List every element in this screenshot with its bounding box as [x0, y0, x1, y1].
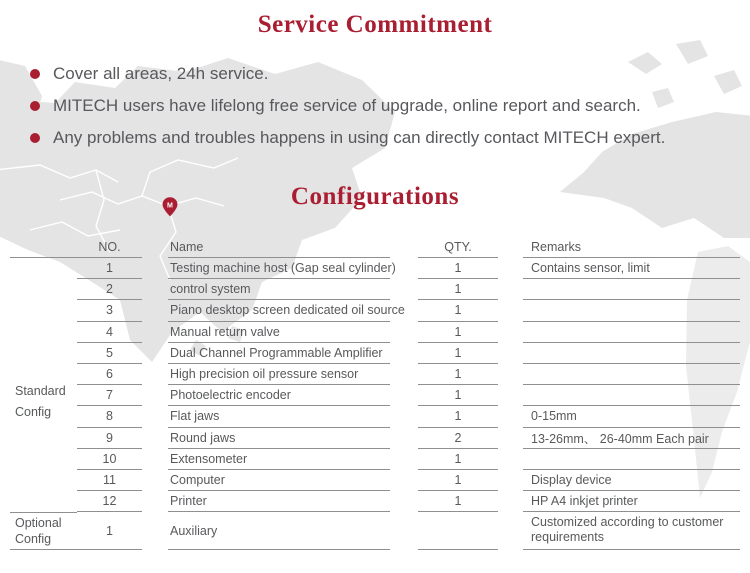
- cell-qty: 1: [418, 343, 498, 364]
- header-category: [10, 237, 77, 257]
- table-row: [77, 428, 743, 449]
- cell-name: Piano desktop screen dedicated oil source: [168, 300, 390, 321]
- cell-qty: 1: [418, 491, 498, 512]
- cell-qty: 1: [418, 449, 498, 470]
- header-remarks: Remarks: [523, 237, 740, 258]
- bullet-dot-icon: [30, 101, 40, 111]
- cell-name: Dual Channel Programmable Amplifier: [168, 343, 390, 364]
- service-bullet-list: [30, 58, 665, 154]
- cell-no: 9: [77, 428, 142, 449]
- cell-qty: 1: [418, 470, 498, 491]
- table-header-row: [10, 237, 743, 258]
- cell-remarks: 0-15mm: [523, 406, 740, 427]
- cell-qty: 2: [418, 428, 498, 449]
- table-row: [77, 491, 743, 512]
- cell-no: 10: [77, 449, 142, 470]
- cell-name: Auxiliary: [168, 512, 390, 550]
- cell-name: Photoelectric encoder: [168, 385, 390, 406]
- cell-no: 3: [77, 300, 142, 321]
- cell-remarks: [523, 279, 740, 300]
- header-qty: QTY.: [418, 237, 498, 258]
- table-row: [77, 300, 743, 321]
- table-row: [77, 258, 743, 279]
- bullet-text: Any problems and troubles happens in using can directly contact MITECH expert.: [53, 128, 666, 147]
- cell-no: 7: [77, 385, 142, 406]
- cell-no: 5: [77, 343, 142, 364]
- cell-qty: 1: [418, 258, 498, 279]
- header-name: Name: [168, 237, 390, 258]
- cell-remarks: Display device: [523, 470, 740, 491]
- cell-no: 11: [77, 470, 142, 491]
- table-row: [77, 279, 743, 300]
- bullet-dot-icon: [30, 69, 40, 79]
- cell-remarks: [523, 343, 740, 364]
- cell-remarks: Contains sensor, limit: [523, 258, 740, 279]
- cell-no: 6: [77, 364, 142, 385]
- cell-name: Computer: [168, 470, 390, 491]
- configurations-title: Configurations: [290, 183, 460, 210]
- cell-remarks: [523, 449, 740, 470]
- cell-no: 12: [77, 491, 142, 512]
- cell-name: Manual return valve: [168, 322, 390, 343]
- bullet-text: MITECH users have lifelong free service of upgrade, online report and search.: [53, 96, 641, 115]
- cell-qty: 1: [418, 385, 498, 406]
- bullet-dot-icon: [30, 133, 40, 143]
- cell-remarks: Customized according to customer requirements: [523, 512, 740, 550]
- list-item: [30, 58, 665, 90]
- cell-no: 1: [106, 523, 113, 538]
- cell-name: Round jaws: [168, 428, 390, 449]
- cell-qty: 1: [418, 279, 498, 300]
- cell-qty: 1: [418, 364, 498, 385]
- cell-name: Printer: [168, 491, 390, 512]
- cell-remarks: [523, 322, 740, 343]
- cell-name: Extensometer: [168, 449, 390, 470]
- table-row: [77, 364, 743, 385]
- cell-no: 8: [77, 406, 142, 427]
- cell-remarks: [523, 364, 740, 385]
- standard-rows: [77, 258, 743, 512]
- cell-no: 2: [77, 279, 142, 300]
- standard-config-label: Standard Config: [15, 383, 66, 419]
- cell-no: 1: [77, 258, 142, 279]
- optional-config-label: Optional Config: [10, 512, 77, 549]
- cell-remarks: [523, 385, 740, 406]
- cell-remarks: HP A4 inkjet printer: [523, 491, 740, 512]
- table-row: [77, 385, 743, 406]
- optional-config-row: [10, 512, 743, 550]
- table-row: [77, 470, 743, 491]
- list-item: [30, 122, 665, 154]
- service-commitment-title: Service Commitment: [257, 11, 493, 38]
- table-row: [77, 449, 743, 470]
- header-no: NO.: [98, 240, 121, 254]
- cell-remarks: 13-26mm、 26-40mm Each pair: [523, 428, 740, 449]
- pin-glyph: M: [167, 201, 173, 210]
- table-row: [77, 343, 743, 364]
- standard-config-section: [10, 258, 743, 512]
- location-pin-icon: [162, 197, 178, 217]
- cell-qty: 1: [418, 406, 498, 427]
- configurations-table: [10, 237, 743, 550]
- cell-name: control system: [168, 279, 390, 300]
- cell-qty: 1: [418, 322, 498, 343]
- table-row: [77, 322, 743, 343]
- cell-qty: 1: [418, 300, 498, 321]
- cell-qty: [418, 512, 498, 550]
- bullet-text: Cover all areas, 24h service.: [53, 64, 269, 83]
- cell-name: Flat jaws: [168, 406, 390, 427]
- cell-name: High precision oil pressure sensor: [168, 364, 390, 385]
- table-row: [77, 406, 743, 427]
- cell-remarks: [523, 300, 740, 321]
- cell-no: 4: [77, 322, 142, 343]
- list-item: [30, 90, 665, 122]
- cell-name: Testing machine host (Gap seal cylinder): [168, 258, 390, 279]
